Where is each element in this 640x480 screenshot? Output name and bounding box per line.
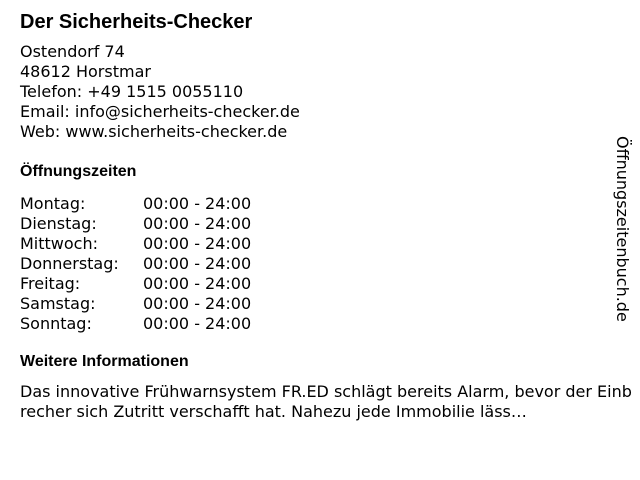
time-range: 00:00 - 24:00 (143, 274, 252, 293)
phone-line: Telefon: +49 1515 0055110 (20, 82, 244, 101)
business-name: Der Sicherheits-Checker (20, 11, 253, 33)
day-label: Sonntag: (20, 314, 92, 333)
day-label: Mittwoch: (20, 234, 98, 253)
day-label: Donnerstag: (20, 254, 119, 273)
day-label: Montag: (20, 194, 86, 213)
hours-row-friday (20, 274, 620, 294)
hours-row-sunday (20, 314, 620, 334)
hours-row-wednesday (20, 234, 620, 254)
hours-row-thursday (20, 254, 620, 274)
site-watermark: Öffnungszeitenbuch.de (613, 136, 632, 322)
time-range: 00:00 - 24:00 (143, 194, 252, 213)
hours-row-tuesday (20, 214, 620, 234)
opening-hours-heading: Öffnungszeiten (20, 163, 137, 180)
web-line: Web: www.sicherheits-checker.de (20, 122, 288, 141)
hours-row-saturday (20, 294, 620, 314)
day-label: Samstag: (20, 294, 96, 313)
time-range: 00:00 - 24:00 (143, 234, 252, 253)
hours-row-monday (20, 194, 620, 214)
further-info-heading: Weitere Informationen (20, 353, 189, 370)
time-range: 00:00 - 24:00 (143, 314, 252, 333)
time-range: 00:00 - 24:00 (143, 214, 252, 233)
time-range: 00:00 - 24:00 (143, 294, 252, 313)
email-line: Email: info@sicherheits-checker.de (20, 102, 300, 121)
day-label: Dienstag: (20, 214, 97, 233)
street-address: Ostendorf 74 (20, 42, 125, 61)
address-block (20, 42, 620, 142)
opening-hours-table (20, 194, 620, 334)
day-label: Freitag: (20, 274, 81, 293)
city-postal: 48612 Horstmar (20, 62, 151, 81)
further-info-text: Das innovative Frühwarnsystem FR.ED schlägt bereits Alarm, bevor der Einbrecher sich Zutritt verschafft hat. Nahezu jede Immobilie läss… (20, 382, 632, 421)
time-range: 00:00 - 24:00 (143, 254, 252, 273)
